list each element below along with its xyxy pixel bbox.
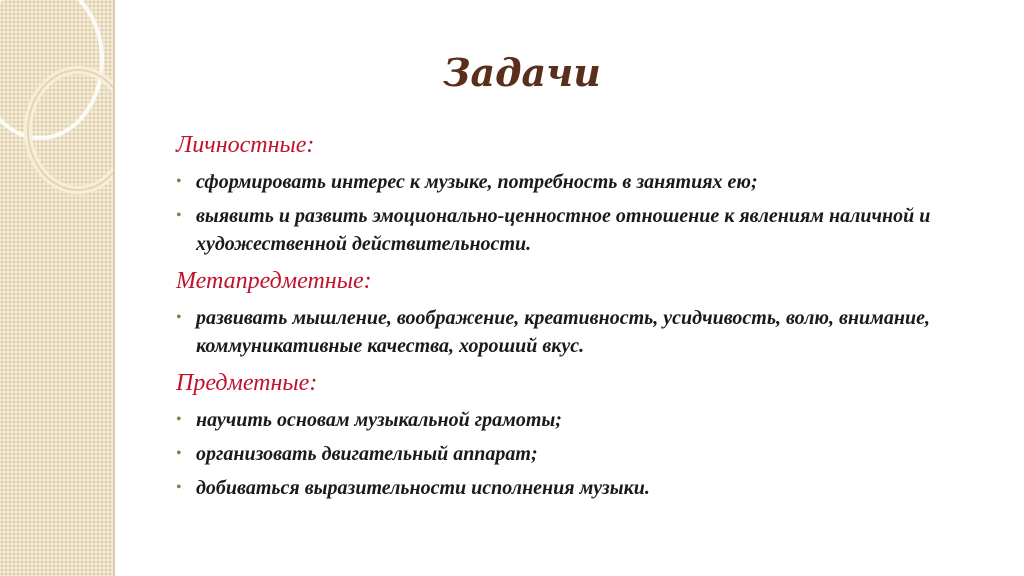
list-item-text: выявить и развить эмоционально-ценностное отношение к явлениям наличной и художественной действительности. xyxy=(196,205,931,255)
list-item xyxy=(176,474,996,502)
list-item-text: научить основам музыкальной грамоты; xyxy=(196,409,562,431)
section-heading: Предметные: xyxy=(176,370,318,396)
slide-content xyxy=(176,130,996,510)
list-item xyxy=(176,304,996,360)
list-item xyxy=(176,168,996,196)
list-item-text: развивать мышление, воображение, креативность, усидчивость, волю, внимание, коммуникативные качества, хороший вкус. xyxy=(196,307,930,357)
list-item xyxy=(176,202,996,258)
list-item-text: организовать двигательный аппарат; xyxy=(196,443,538,465)
section-metasubject xyxy=(176,266,996,360)
list-item xyxy=(176,440,996,468)
slide-title: Задачи xyxy=(443,50,601,95)
section-heading: Метапредметные: xyxy=(176,268,372,294)
bullet-icon: • xyxy=(176,411,182,428)
section-personal xyxy=(176,130,996,258)
list-item-text: сформировать интерес к музыке, потребность в занятиях ею; xyxy=(196,171,758,193)
list-item-text: добиваться выразительности исполнения музыки. xyxy=(196,477,650,499)
bullet-icon: • xyxy=(176,479,182,496)
section-subject xyxy=(176,368,996,502)
bullet-icon: • xyxy=(176,445,182,462)
bullet-icon: • xyxy=(176,207,182,224)
bullet-icon: • xyxy=(176,173,182,190)
bullet-icon: • xyxy=(176,309,182,326)
list-item xyxy=(176,406,996,434)
section-heading: Личностные: xyxy=(176,132,315,158)
